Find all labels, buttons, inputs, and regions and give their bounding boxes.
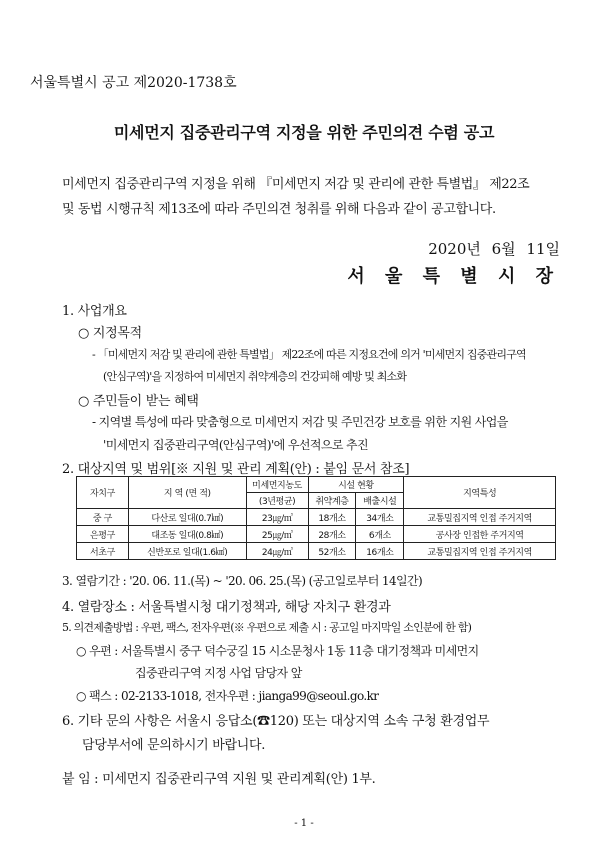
intro-paragraph xyxy=(62,172,562,222)
section-4-viewing-place: 4. 열람장소 : 서울특별시청 대기정책과, 해당 자치구 환경과 xyxy=(62,600,391,615)
col-header-pm-bottom: (3년평균) xyxy=(246,493,308,509)
cell-vulnerable: 28개소 xyxy=(308,526,356,543)
cell-vulnerable: 52개소 xyxy=(308,543,356,560)
table-row xyxy=(77,543,556,560)
cell-character: 교통밀집지역 인접 주거지역 xyxy=(404,509,556,526)
col-header-district: 자치구 xyxy=(77,477,129,509)
purpose-line-1: - 「미세먼지 저감 및 관리에 관한 특별법」 제22조에 따른 지정요건에 의거 '미세먼지 집중관리구역 xyxy=(92,348,526,361)
benefit-line-1: - 지역별 특성에 따라 맞춤형으로 미세먼지 저감 및 주민건강 보호를 위한 지원 사업을 xyxy=(92,415,508,429)
table-row xyxy=(77,509,556,526)
col-header-character: 지역특성 xyxy=(404,477,556,509)
cell-character: 교통밀집지역 인접 주거지역 xyxy=(404,543,556,560)
purpose-heading: ○ 지정목적 xyxy=(78,326,142,341)
cell-reduction: 34개소 xyxy=(356,509,404,526)
section-3-viewing-period: 3. 열람기간 : '20. 06. 11.(목) ~ '20. 06. 25.(목) (공고일로부터 14일간) xyxy=(62,574,423,588)
section-2-heading: 2. 대상지역 및 범위[※ 지원 및 관리 계획(안) : 붙임 문서 참조] xyxy=(62,462,410,477)
col-header-region: 지 역 (면 적) xyxy=(128,477,246,509)
cell-district: 서초구 xyxy=(77,543,129,560)
col-header-reduction: 배출시설 xyxy=(356,493,404,509)
cell-district: 중 구 xyxy=(77,509,129,526)
section-1-heading: 1. 사업개요 xyxy=(62,304,127,319)
col-header-pm-top: 미세먼지농도 xyxy=(246,477,308,493)
section-6-line-1: 6. 기타 문의 사항은 서울시 응답소(☎120) 또는 대상지역 소속 구청 환경업무 xyxy=(62,714,490,729)
cell-pm: 25㎍/㎥ xyxy=(246,526,308,543)
attachment-note: 붙 임 : 미세먼지 집중관리구역 지원 및 관리계획(안) 1부. xyxy=(62,772,376,787)
cell-district: 은평구 xyxy=(77,526,129,543)
intro-line-1: 미세먼지 집중관리구역 지정을 위해 『미세먼지 저감 및 관리에 관한 특별법』 제22조 xyxy=(62,177,530,192)
notice-date: 2020년 6월 11일 xyxy=(428,240,560,258)
table-row xyxy=(77,526,556,543)
section-5-heading: 5. 의견제출방법 : 우편, 팩스, 전자우편(※ 우편으로 제출 시 : 공고일 마지막일 소인분에 한 함) xyxy=(62,621,472,634)
cell-pm: 24㎍/㎥ xyxy=(246,543,308,560)
cell-reduction: 16개소 xyxy=(356,543,404,560)
benefit-heading: ○ 주민들이 받는 혜택 xyxy=(78,394,199,409)
benefit-line-2: '미세먼지 집중관리구역(안심구역)'에 우선적으로 추진 xyxy=(103,438,369,452)
cell-region: 다산로 일대(0.7㎢) xyxy=(128,509,246,526)
section-6-line-2: 담당부서에 문의하시기 바랍니다. xyxy=(82,738,266,753)
fax-email-line: ○ 팩스 : 02-2133-1018, 전자우편 : jianga99@seoul.go.kr xyxy=(76,689,379,703)
col-header-facility: 시설 현황 xyxy=(308,477,404,493)
document-number: 서울특별시 공고 제2020-1738호 xyxy=(30,75,237,91)
col-header-vulnerable: 취약계층 xyxy=(308,493,356,509)
target-area-table xyxy=(76,476,556,560)
purpose-line-2: (안심구역)'을 지정하여 미세먼지 취약계층의 건강피해 예방 및 최소화 xyxy=(103,370,407,383)
post-line-1: ○ 우편 : 서울특별시 중구 덕수궁길 15 시소문청사 1동 11층 대기정책과 미세먼지 xyxy=(76,644,479,658)
cell-pm: 23㎍/㎥ xyxy=(246,509,308,526)
cell-vulnerable: 18개소 xyxy=(308,509,356,526)
cell-reduction: 6개소 xyxy=(356,526,404,543)
intro-line-2: 및 동법 시행규칙 제13조에 따라 주민의견 청취를 위해 다음과 같이 공고합니다. xyxy=(62,202,496,217)
post-line-2: 집중관리구역 지정 사업 담당자 앞 xyxy=(135,666,302,680)
cell-region: 신반포로 일대(1.6㎢) xyxy=(128,543,246,560)
cell-region: 대조동 일대(0.8㎢) xyxy=(128,526,246,543)
issuer-name: 서 울 특 별 시 장 xyxy=(347,266,560,287)
page-title: 미세먼지 집중관리구역 지정을 위한 주민의견 수렴 공고 xyxy=(113,123,495,142)
cell-character: 공사장 인접한 주거지역 xyxy=(404,526,556,543)
page-number: - 1 - xyxy=(294,818,314,829)
